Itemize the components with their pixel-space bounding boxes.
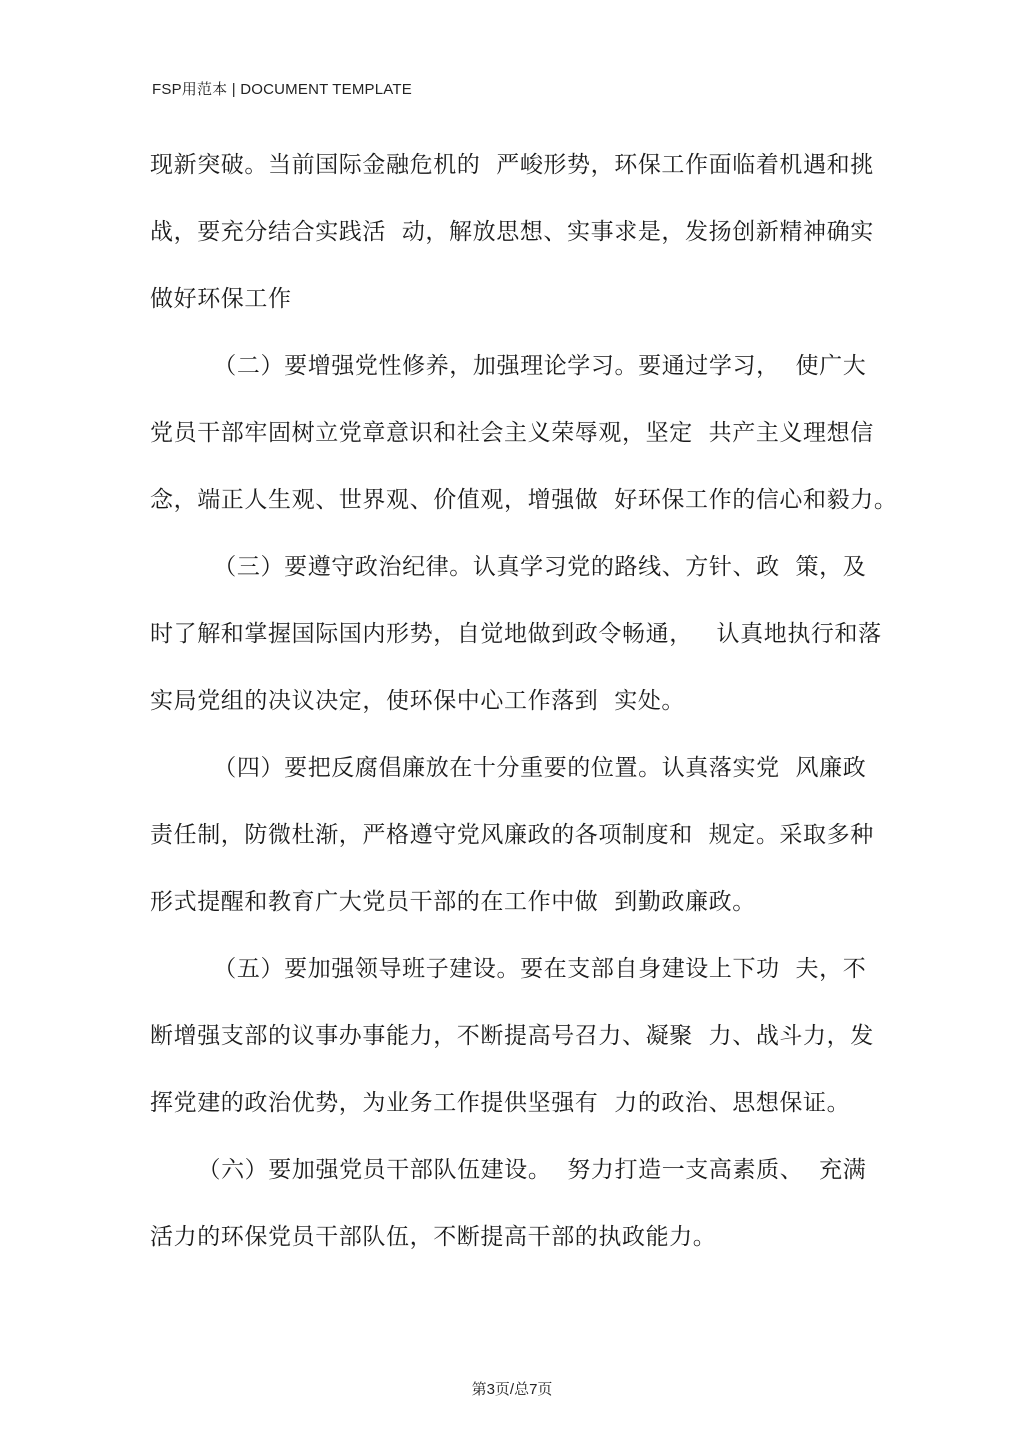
paragraph-line: 形式提醒和教育广大党员干部的在工作中做 到勤政廉政。 bbox=[150, 889, 756, 915]
document-header: FSP用范本 | DOCUMENT TEMPLATE bbox=[152, 81, 412, 98]
paragraph-line: 责任制，防微杜渐，严格遵守党风廉政的各项制度和 规定。采取多种 bbox=[150, 822, 874, 848]
paragraph-line: 活力的环保党员干部队伍，不断提高干部的执政能力。 bbox=[150, 1224, 717, 1250]
paragraph-line: （五）要加强领导班子建设。要在支部自身建设上下功 夫，不 bbox=[150, 956, 867, 982]
paragraph-line: 念，端正人生观、世界观、价值观，增强做 好环保工作的信心和毅力。 bbox=[150, 487, 898, 513]
paragraph-line: （二）要增强党性修养，加强理论学习。要通过学习， 使广大 bbox=[150, 353, 867, 379]
paragraph-line: 战，要充分结合实践活 动，解放思想、实事求是，发扬创新精神确实 bbox=[150, 219, 874, 245]
paragraph-line: 做好环保工作 bbox=[150, 286, 292, 312]
document-body bbox=[150, 140, 898, 1279]
paragraph-line: 党员干部牢固树立党章意识和社会主义荣辱观，坚定 共产主义理想信 bbox=[150, 420, 874, 446]
paragraph-line: 现新突破。当前国际金融危机的 严峻形势，环保工作面临着机遇和挑 bbox=[150, 152, 874, 178]
paragraph-line: 挥党建的政治优势，为业务工作提供坚强有 力的政治、思想保证。 bbox=[150, 1090, 851, 1116]
paragraph-line: （三）要遵守政治纪律。认真学习党的路线、方针、政 策，及 bbox=[150, 554, 867, 580]
paragraph-line: 时了解和掌握国际国内形势，自觉地做到政令畅通， 认真地执行和落 bbox=[150, 621, 882, 647]
paragraph-line: （四）要把反腐倡廉放在十分重要的位置。认真落实党 风廉政 bbox=[150, 755, 867, 781]
paragraph-line: 断增强支部的议事办事能力，不断提高号召力、凝聚 力、战斗力，发 bbox=[150, 1023, 874, 1049]
paragraph-line: 实局党组的决议决定，使环保中心工作落到 实处。 bbox=[150, 688, 686, 714]
page-number: 第3页/总7页 bbox=[471, 1381, 553, 1398]
paragraph-line: （六）要加强党员干部队伍建设。 努力打造一支高素质、 充满 bbox=[150, 1157, 867, 1183]
